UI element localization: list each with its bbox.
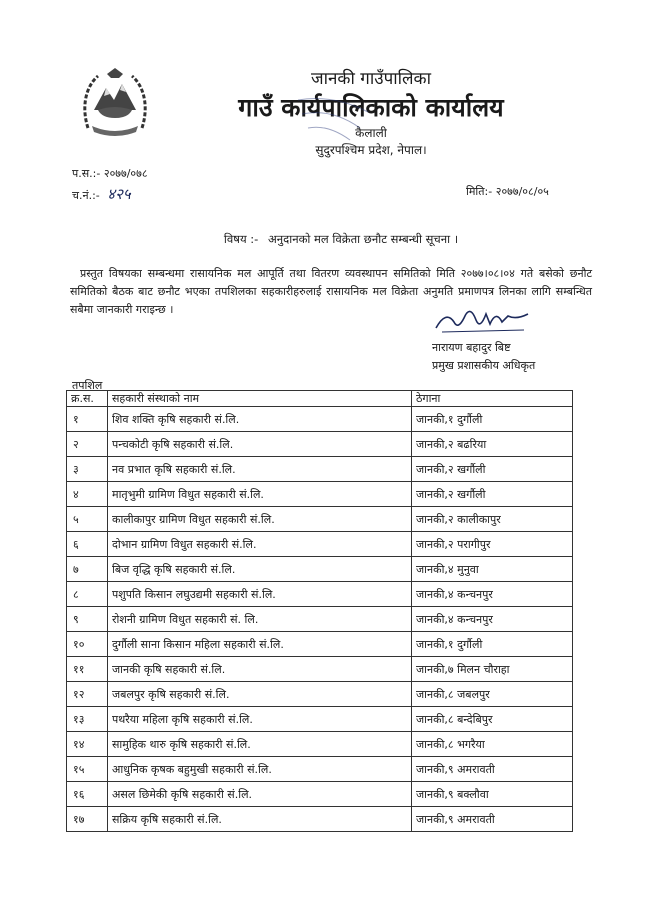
table-row <box>67 532 573 557</box>
cell-serial: १३ <box>67 707 108 732</box>
office-stamp <box>288 88 378 158</box>
cell-cooperative-name: पशुपति किसान लघुउद्यमी सहकारी सं.लि. <box>108 582 412 607</box>
handwritten-signature <box>432 300 532 336</box>
cell-address: जानकी,९ अमरावती <box>412 807 573 832</box>
cell-serial: १२ <box>67 682 108 707</box>
table-row <box>67 557 573 582</box>
table-row <box>67 582 573 607</box>
subject-label: विषय :- <box>223 232 259 246</box>
cell-address: जानकी,८ भगरैया <box>412 732 573 757</box>
table-header-row <box>67 391 573 407</box>
cell-address: जानकी,४ मुनुवा <box>412 557 573 582</box>
cooperatives-table <box>66 390 573 832</box>
column-header-name: सहकारी संस्थाको नाम <box>108 391 412 407</box>
cell-address: जानकी,८ जबलपुर <box>412 682 573 707</box>
cell-address: जानकी,२ परागीपुर <box>412 532 573 557</box>
office-location: कैलाली <box>355 126 387 140</box>
cell-address: जानकी,९ अमरावती <box>412 757 573 782</box>
cell-serial: १६ <box>67 782 108 807</box>
cell-cooperative-name: सक्रिय कृषि सहकारी सं.लि. <box>108 807 412 832</box>
table-row <box>67 507 573 532</box>
cell-address: जानकी,७ मिलन चौराहा <box>412 657 573 682</box>
cell-cooperative-name: पन्चकोटी कृषि सहकारी सं.लि. <box>108 432 412 457</box>
cell-cooperative-name: रोशनी ग्रामिण विधुत सहकारी सं. लि. <box>108 607 412 632</box>
cell-cooperative-name: जानकी कृषि सहकारी सं.लि. <box>108 657 412 682</box>
table-row <box>67 707 573 732</box>
cell-serial: ३ <box>67 457 108 482</box>
office-title: गाउँ कार्यपालिकाको कार्यालय <box>238 93 504 122</box>
cell-cooperative-name: शिव शक्ति कृषि सहकारी सं.लि. <box>108 407 412 432</box>
cell-serial: ६ <box>67 532 108 557</box>
cell-serial: १४ <box>67 732 108 757</box>
cell-address: जानकी,१ दुर्गौली <box>412 407 573 432</box>
letter-date: मिति:- २०७७/०८/०५ <box>466 185 549 198</box>
cell-address: जानकी,२ कालीकापुर <box>412 507 573 532</box>
cell-serial: ९ <box>67 607 108 632</box>
cell-serial: ५ <box>67 507 108 532</box>
table-row <box>67 482 573 507</box>
cell-address: जानकी,९ बक्लौवा <box>412 782 573 807</box>
table-row <box>67 732 573 757</box>
cell-cooperative-name: बिज वृद्धि कृषि सहकारी सं.लि. <box>108 557 412 582</box>
cell-cooperative-name: नव प्रभात कृषि सहकारी सं.लि. <box>108 457 412 482</box>
cell-address: जानकी,२ खर्गौली <box>412 457 573 482</box>
table-row <box>67 632 573 657</box>
cell-cooperative-name: दोभान ग्रामिण विधुत सहकारी सं.लि. <box>108 532 412 557</box>
cell-address: जानकी,४ कन्चनपुर <box>412 582 573 607</box>
cell-cooperative-name: कालीकापुर ग्रामिण विधुत सहकारी सं.लि. <box>108 507 412 532</box>
table-row <box>67 432 573 457</box>
signatory-title: प्रमुख प्रशासकीय अधिकृत <box>432 359 536 372</box>
table-row <box>67 682 573 707</box>
signatory-name: नारायण बहादुर बिष्ट <box>432 341 511 354</box>
cell-address: जानकी,१ दुर्गौली <box>412 632 573 657</box>
cell-cooperative-name: दुर्गौली साना किसान महिला सहकारी सं.लि. <box>108 632 412 657</box>
subject-line <box>0 232 662 247</box>
notice-body: प्रस्तुत विषयका सम्बन्धमा रासायनिक मल आपूर्ति तथा वितरण व्यवस्थापन समितिको मिति २०७७।०८।०४ गते बसेको छनौट समितिको बैठक बाट छनौट भएका तपशिलका सहकारीहरुलाई रासायनिक मल विक्रेता अनुमति प्रमाणपत्र लिनका लागि सम्बन्धित सबैमा जानकारी गराइन्छ । <box>70 267 592 316</box>
cell-cooperative-name: जबलपुर कृषि सहकारी सं.लि. <box>108 682 412 707</box>
dispatch-number-value: ४२५ <box>107 185 131 203</box>
table-row <box>67 782 573 807</box>
cell-serial: १ <box>67 407 108 432</box>
cell-cooperative-name: असल छिमेकी कृषि सहकारी सं.लि. <box>108 782 412 807</box>
table-row <box>67 407 573 432</box>
cell-serial: ११ <box>67 657 108 682</box>
dispatch-number <box>72 184 131 204</box>
cell-address: जानकी,२ बढरिया <box>412 432 573 457</box>
table-row <box>67 607 573 632</box>
subject-text: अनुदानको मल विक्रेता छनौट सम्बन्धी सूचना । <box>267 232 459 246</box>
cell-address: जानकी,४ कन्चनपुर <box>412 607 573 632</box>
cell-serial: ४ <box>67 482 108 507</box>
cell-serial: १७ <box>67 807 108 832</box>
table-row <box>67 807 573 832</box>
cell-cooperative-name: पथरैया महिला कृषि सहकारी सं.लि. <box>108 707 412 732</box>
office-province: सुदुरपश्चिम प्रदेश, नेपाल। <box>315 143 427 157</box>
cell-serial: १० <box>67 632 108 657</box>
cell-cooperative-name: आधुनिक कृषक बहुमुखी सहकारी सं.लि. <box>108 757 412 782</box>
cell-serial: १५ <box>67 757 108 782</box>
cell-serial: २ <box>67 432 108 457</box>
cell-address: जानकी,२ खर्गौली <box>412 482 573 507</box>
cell-cooperative-name: सामुहिक थारु कृषि सहकारी सं.लि. <box>108 732 412 757</box>
cell-cooperative-name: मातृभुमी ग्रामिण विधुत सहकारी सं.लि. <box>108 482 412 507</box>
cell-address: जानकी,८ बन्देबिपुर <box>412 707 573 732</box>
municipality-name: जानकी गाउँपालिका <box>310 69 432 89</box>
column-header-address: ठेगाना <box>412 391 573 407</box>
cell-serial: ७ <box>67 557 108 582</box>
table-row <box>67 757 573 782</box>
cell-serial: ८ <box>67 582 108 607</box>
column-header-serial: क्र.स. <box>67 391 108 407</box>
table-row <box>67 457 573 482</box>
dispatch-number-label: च.नं.:- <box>72 189 100 202</box>
table-caption: तपशिल <box>72 379 103 392</box>
letter-reference-number: प.स.:- २०७७/०७८ <box>72 167 148 180</box>
table-row <box>67 657 573 682</box>
